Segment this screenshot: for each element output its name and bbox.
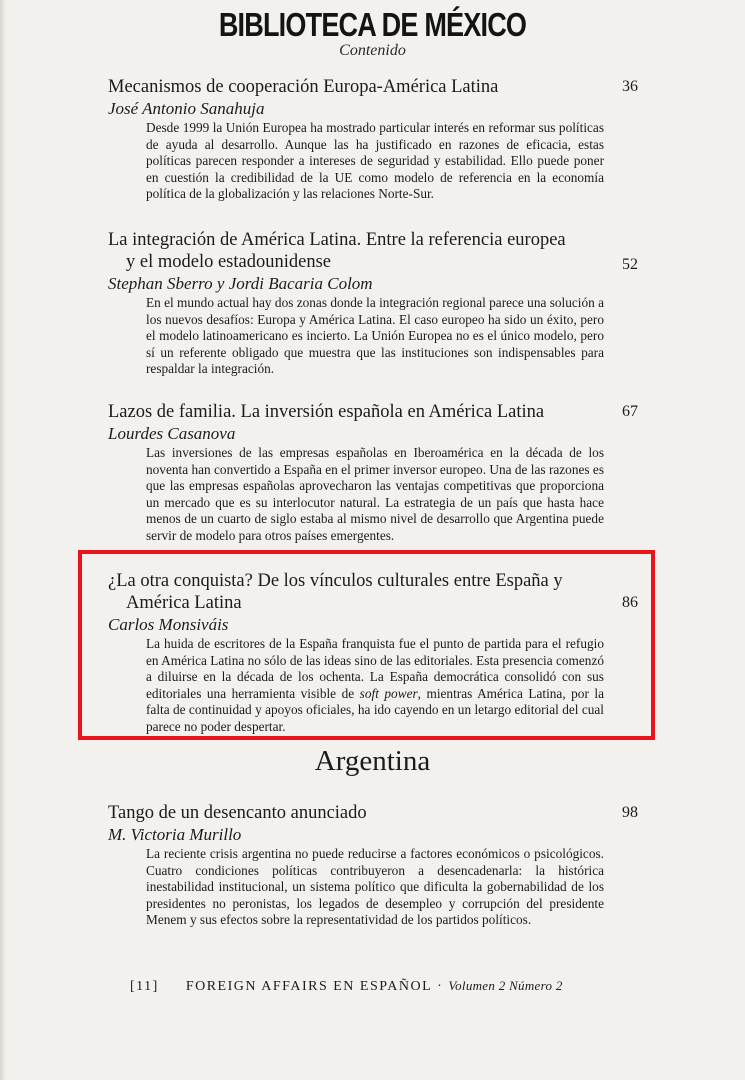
abstract-text: La huida de escritores de la España franquista fue el punto de partida para el refugio en América Latina no sólo de las ideas sino de las editoriales. Esta presencia comenzó a diluirse en la década de los ochenta. La España democrática consolidó con sus editoriales una herramienta visible de bbox=[146, 636, 604, 701]
page-footer bbox=[130, 978, 563, 995]
title-line: América Latina bbox=[126, 593, 242, 613]
toc-entry bbox=[108, 401, 638, 545]
footer-separator: · bbox=[437, 979, 444, 994]
article-author: Carlos Monsiváis bbox=[108, 615, 229, 634]
magazine-name: FOREIGN AFFAIRS EN ESPAÑOL bbox=[185, 979, 433, 994]
toc-entry bbox=[108, 229, 638, 378]
article-title bbox=[108, 229, 638, 273]
section-heading: Argentina bbox=[314, 745, 431, 777]
library-stamp: BIBLIOTECA DE MÉXICO bbox=[218, 6, 527, 43]
highlight-box bbox=[78, 550, 655, 740]
folio: [11] bbox=[130, 979, 159, 994]
page-number: 86 bbox=[622, 594, 638, 611]
abstract-text: , mientras América Latina, por la falta de continuidad y apoyos oficiales, ha ido cayendo en un letargo editorial del cual parece no poder despertar. bbox=[146, 685, 605, 734]
article-author: M. Victoria Murillo bbox=[108, 825, 242, 844]
page-number: 52 bbox=[622, 256, 638, 273]
article-abstract: Las inversiones de las empresas españolas en Iberoamérica en la década de los noventa han convertido a España en el primer inversor europeo. Una de las razones es que las empresas españolas aprovecharon las ventajas competitivas que proporciona un mercado que es su interlocutor natural. La estrategia de un país que hasta hace menos de un cuarto de siglo estaba al mismo nivel de desarrollo que Argentina puede servir de modelo para otros países emergentes. bbox=[146, 445, 604, 543]
article-abstract: La reciente crisis argentina no puede reducirse a factores económicos o psicológicos. Cuatro condiciones políticas contribuyeron a desencadenarla: la histórica inestabilidad institucional, un sistema político que dificulta la gobernabilidad de los presidentes no peronistas, los legados de desempleo y corrupción del presidente Menem y sus efectos sobre la representatividad de los partidos políticos. bbox=[146, 846, 604, 928]
article-author: Stephan Sberro y Jordi Bacaria Colom bbox=[108, 274, 373, 293]
article-title: Tango de un desencanto anunciado bbox=[108, 803, 367, 823]
abstract-emphasis: soft power bbox=[359, 685, 418, 701]
toc-entry bbox=[108, 802, 638, 929]
title-line: La integración de América Latina. Entre la referencia europea bbox=[108, 230, 566, 250]
page-number: 98 bbox=[622, 804, 638, 821]
page-number: 36 bbox=[622, 78, 638, 95]
title-line: ¿La otra conquista? De los vínculos culturales entre España y bbox=[108, 571, 563, 591]
issue-info: Volumen 2 Número 2 bbox=[448, 978, 563, 993]
page-number: 67 bbox=[622, 403, 638, 420]
toc-entry bbox=[108, 76, 638, 203]
article-title: Lazos de familia. La inversión española en América Latina bbox=[108, 402, 545, 422]
article-author: Lourdes Casanova bbox=[108, 424, 236, 443]
article-title: Mecanismos de cooperación Europa-América Latina bbox=[108, 77, 499, 97]
contents-heading: Contenido bbox=[339, 42, 406, 59]
page-edge bbox=[0, 0, 6, 1080]
article-author: José Antonio Sanahuja bbox=[108, 99, 265, 118]
article-abstract: Desde 1999 la Unión Europea ha mostrado particular interés en reformar sus políticas de ayuda al desarrollo. Aunque las ha justificado en razones de eficacia, estas políticas parecen responder a intereses de seguridad y estabilidad. Ello puede poner en cuestión la credibilidad de la UE como modelo de referencia en la economía política de la globalización y las relaciones Norte-Sur. bbox=[146, 120, 604, 202]
article-abstract: En el mundo actual hay dos zonas donde la integración regional parece una solución a los nuevos desafíos: Europa y América Latina. El caso europeo ha sido un éxito, pero el modelo latinoamericano es incierto. La Unión Europea no es el único modelo, pero sí un referente obligado que muestra que las instituciones son indispensables para respaldar la integración. bbox=[146, 295, 604, 377]
title-line: y el modelo estadounidense bbox=[126, 252, 331, 272]
